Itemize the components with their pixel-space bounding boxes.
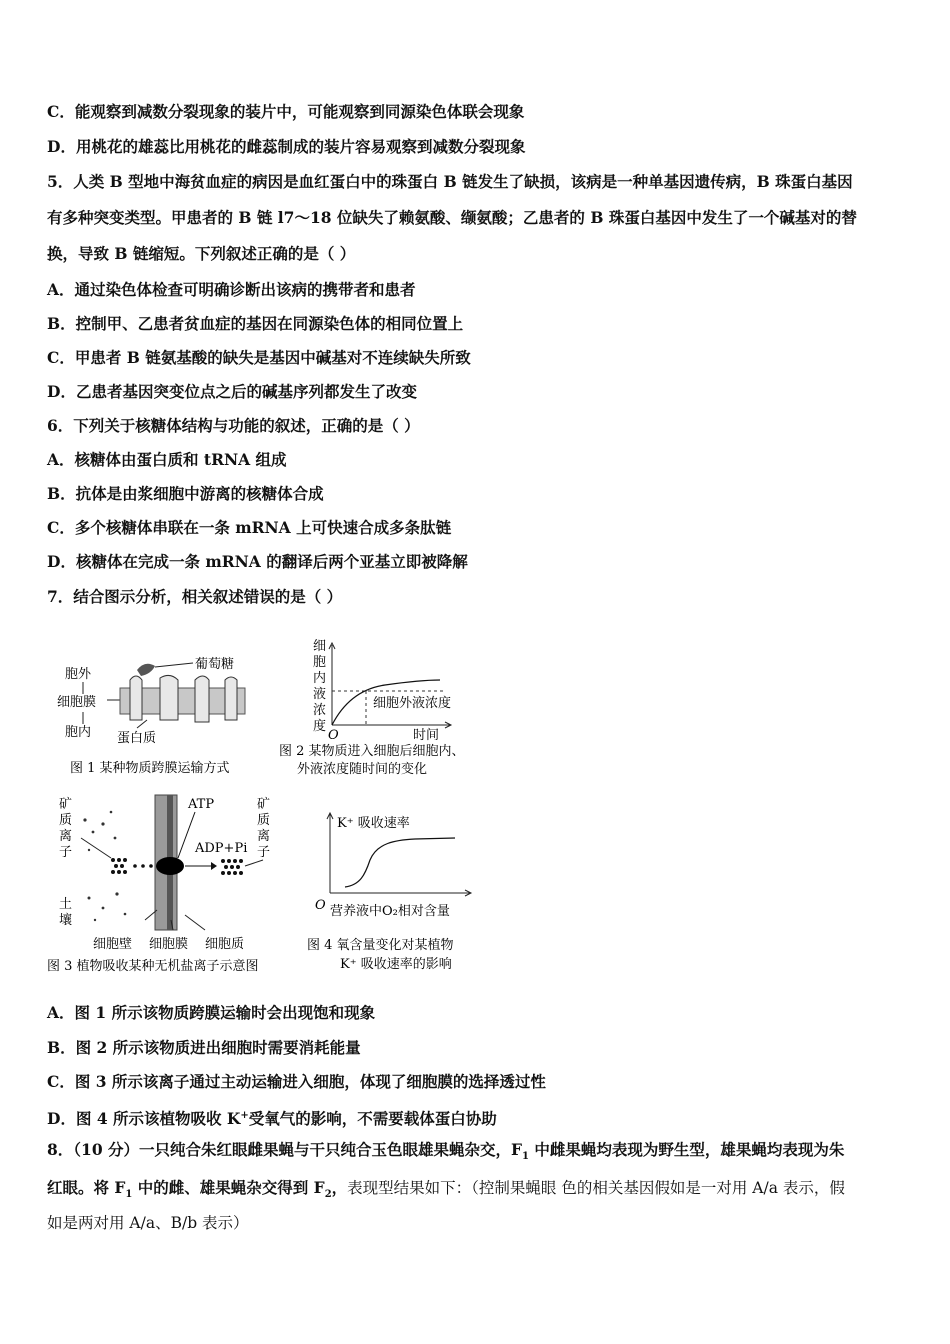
question-5-line-2: 有多种突变类型。甲患者的 B 链 l7～18 位缺失了赖氨酸、缬氨酸；乙患者的 B 珠蛋白基因中发生了一个碱基对的替: [47, 208, 857, 227]
question-5-line-3: 换，导致 B 链缩短。下列叙述正确的是（ ）: [47, 244, 356, 263]
svg-text:土: 土: [59, 897, 73, 912]
option-c-q5: C．甲患者 B 链氨基酸的缺失是基因中碱基对不连续缺失所致: [47, 348, 471, 367]
fig3-left-ion-label: [59, 797, 72, 860]
fig4-origin: O: [315, 898, 326, 913]
fig1-label-inside: 胞内: [65, 725, 92, 740]
svg-text:质: 质: [257, 813, 271, 828]
svg-text:矿: 矿: [257, 797, 271, 812]
question-8-line-1: 8．（10 分）一只纯合朱红眼雌果蝇与干只纯合玉色眼雄果蝇杂交，$F_1$ 中雌果蝇均表现为野生型，雄果蝇均表现为朱: [47, 1140, 845, 1163]
fig4-xlabel: 营养液中O₂相对含量: [330, 904, 450, 919]
fig2-xlabel: 时间: [413, 728, 440, 743]
svg-text:液: 液: [313, 687, 327, 702]
svg-text:子: 子: [59, 845, 73, 860]
fig4-curve: [345, 838, 455, 887]
question-8-line-3: 如是两对用 A/a、B/b 表示）: [47, 1214, 249, 1232]
fig2-caption-2: 外液浓度随时间的变化: [297, 762, 428, 777]
svg-text:质: 质: [59, 813, 73, 828]
figure-1: [55, 650, 285, 780]
option-a-q5: A．通过染色体检查可明确诊断出该病的携带者和患者: [47, 280, 416, 299]
fig4-caption-1: 图 4 氧含量变化对某植物: [307, 938, 454, 953]
option-d-q4: D．用桃花的雄蕊比用桃花的雌蕊制成的装片容易观察到减数分裂现象: [47, 137, 526, 156]
question-8-line-2: 红眼。将 $F_1$ 中的雌、雄果蝇杂交得到 $F_2$，表现型结果如下：（控制果蝇眼 色的相关基因假如是一对用 A/a 表示，假: [47, 1178, 845, 1201]
fig3-ions-outside: [111, 858, 127, 874]
fig3-label-membrane: 细胞膜: [149, 937, 189, 952]
svg-text:浓: 浓: [313, 703, 327, 718]
option-a-q6: A．核糖体由蛋白质和 tRNA 组成: [47, 450, 287, 469]
fig3-label-wall: 细胞壁: [93, 937, 133, 952]
svg-text:离: 离: [59, 829, 73, 844]
svg-text:矿: 矿: [59, 797, 73, 812]
option-c-q4: C．能观察到减数分裂现象的装片中，可能观察到同源染色体联会现象: [47, 102, 525, 121]
svg-text:细: 细: [313, 639, 327, 654]
fig1-label-outside: 胞外: [65, 667, 92, 682]
fig3-caption: 图 3 植物吸收某种无机盐离子示意图: [47, 959, 259, 974]
fig4-caption-2: K⁺ 吸收速率的影响: [340, 957, 452, 972]
fig2-caption-1: 图 2 某物质进入细胞后细胞内、: [279, 744, 465, 759]
option-c-q7: C．图 3 所示该离子通过主动运输进入细胞，体现了细胞膜的选择透过性: [47, 1072, 546, 1091]
option-d-q5: D．乙患者基因突变位点之后的碱基序列都发生了改变: [47, 382, 417, 401]
question-7: 7．结合图示分析，相关叙述错误的是（ ）: [47, 587, 343, 606]
fig1-label-membrane: 细胞膜: [57, 695, 97, 710]
question-5-line-1: 5．人类 B 型地中海贫血症的病因是血红蛋白中的珠蛋白 B 链发生了缺损，该病是一种单基因遗传病，B 珠蛋白基因: [47, 172, 853, 191]
svg-text:度: 度: [313, 719, 327, 734]
option-a-q7: A．图 1 所示该物质跨膜运输时会出现饱和现象: [47, 1003, 376, 1022]
svg-text:壤: 壤: [59, 913, 73, 928]
svg-text:内: 内: [313, 671, 327, 686]
fig3-soil-particles: [83, 811, 126, 922]
svg-text:离: 离: [257, 829, 271, 844]
option-d-q6: D．核糖体在完成一条 mRNA 的翻译后两个亚基立即被降解: [47, 552, 468, 571]
option-b-q7: B．图 2 所示该物质进出细胞时需要消耗能量: [47, 1038, 361, 1057]
fig2-ylabel: [313, 639, 326, 734]
option-b-q6: B．抗体是由浆细胞中游离的核糖体合成: [47, 484, 324, 503]
figure-4: [305, 805, 490, 980]
fig3-right-ion-label: [257, 797, 270, 860]
fig2-curve-label: 细胞外液浓度: [373, 696, 452, 711]
option-b-q5: B．控制甲、乙患者贫血症的基因在同源染色体的相同位置上: [47, 314, 464, 333]
fig2-origin: O: [328, 728, 339, 743]
fig3-label-cytoplasm: 细胞质: [205, 937, 245, 952]
option-c-q6: C．多个核糖体串联在一条 mRNA 上可快速合成多条肽链: [47, 518, 452, 537]
fig1-label-glucose: 葡萄糖: [195, 657, 235, 672]
fig3-soil-label: [59, 896, 72, 928]
fig3-adp: ADP+Pi: [195, 841, 248, 856]
fig1-caption: 图 1 某种物质跨膜运输方式: [70, 761, 230, 776]
figure-2: [275, 635, 495, 780]
fig3-atp: ATP: [188, 797, 215, 812]
svg-text:子: 子: [257, 845, 271, 860]
fig4-ylabel: K⁺ 吸收速率: [337, 816, 410, 831]
fig1-label-protein: 蛋白质: [117, 731, 157, 746]
svg-text:胞: 胞: [313, 655, 327, 670]
figure-3: [45, 790, 305, 980]
fig3-carrier: [156, 857, 184, 875]
fig3-ions-inside: [221, 859, 243, 875]
question-6: 6．下列关于核糖体结构与功能的叙述，正确的是（ ）: [47, 416, 420, 435]
option-d-q7: D．图 4 所示该植物吸收 K+受氧气的影响，不需要载体蛋白协助: [47, 1109, 497, 1129]
